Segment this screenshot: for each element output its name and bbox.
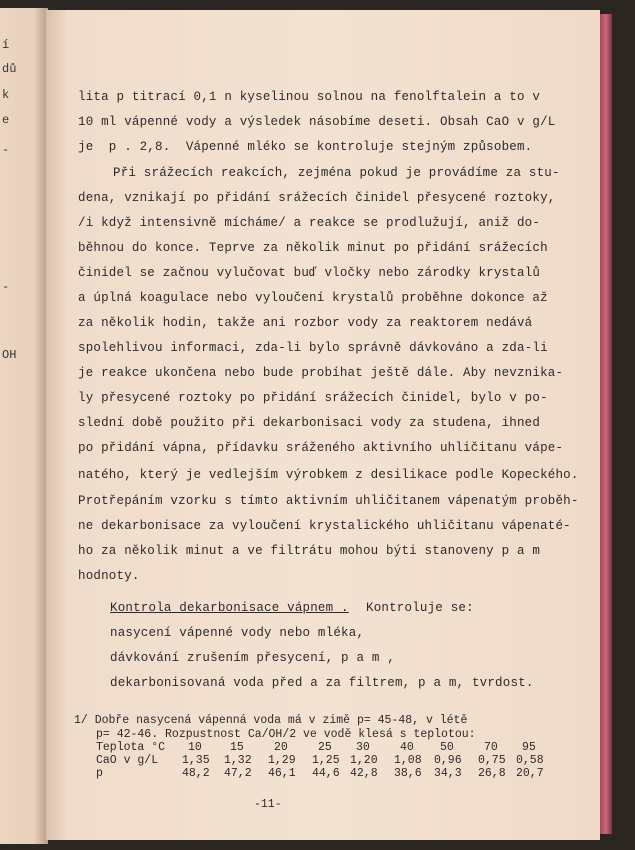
body-text-line: 10 ml vápenné vody a výsledek násobíme deseti. Obsah CaO v g/L [78, 115, 556, 129]
table-cell: 0,96 [434, 754, 462, 767]
body-text-line: hodnoty. [78, 569, 140, 583]
table-cell: 38,6 [394, 767, 422, 780]
table-row-label: p [96, 767, 103, 780]
section-item: dávkování zrušením přesycení, p a m , [110, 651, 395, 665]
section-heading-tail: Kontroluje se: [366, 601, 474, 615]
body-text-line: natého, který je vedlejším výrobkem z desilikace podle Kopeckého. [78, 468, 579, 482]
table-cell: 0,75 [478, 754, 506, 767]
previous-page-fragment: k [2, 88, 10, 102]
section-item: dekarbonisovaná voda před a za filtrem, p a m, tvrdost. [110, 676, 534, 690]
table-cell: 10 [188, 741, 202, 754]
section-item: nasycení vápenné vody nebo mléka, [110, 626, 365, 640]
body-text-line: ho za několik minut a ve filtrátu mohou býti stanoveny p a m [78, 544, 541, 558]
binding-strip [600, 14, 612, 834]
table-cell: 25 [318, 741, 332, 754]
body-text-line: je p . 2,8. Vápenné mléko se kontroluje stejným způsobem. [78, 140, 533, 154]
section-heading: Kontrola dekarbonisace vápnem . [110, 601, 349, 615]
body-text-line: slední době použito při dekarbonisaci vody za studena, ihned [78, 416, 541, 430]
table-cell: 20 [274, 741, 288, 754]
body-text-line: činidel se začnou vylučovat buď vločky nebo zárodky krystalů [78, 266, 541, 280]
table-cell: 44,6 [312, 767, 340, 780]
page-number: -11- [254, 798, 282, 811]
table-cell: 15 [230, 741, 244, 754]
table-cell: 1,25 [312, 754, 340, 767]
table-cell: 1,08 [394, 754, 422, 767]
table-cell: 1,20 [350, 754, 378, 767]
table-cell: 48,2 [182, 767, 210, 780]
table-cell: 70 [484, 741, 498, 754]
body-text-line: běhnou do konce. Teprve za několik minut po přidání srážecích [78, 241, 548, 255]
previous-page-fragment: e [2, 113, 10, 127]
table-cell: 47,2 [224, 767, 252, 780]
body-text-line: lita p titrací 0,1 n kyselinou solnou na fenolftalein a to v [78, 90, 541, 104]
table-cell: 34,3 [434, 767, 462, 780]
table-row-label: Teplota °C [96, 741, 166, 754]
table-cell: 1,35 [182, 754, 210, 767]
table-cell: 95 [522, 741, 536, 754]
body-text-line: po přidání vápna, přídavku sráženého aktivního uhličitanu vápe- [78, 441, 564, 455]
body-text-line: ne dekarbonisace za vyloučení krystalického uhličitanu vápenaté- [78, 519, 571, 533]
table-cell: 1,29 [268, 754, 296, 767]
table-cell: 26,8 [478, 767, 506, 780]
body-text-line: dena, vznikají po přidání srážecích činidel přesycené roztoky, [78, 191, 556, 205]
table-cell: 1,32 [224, 754, 252, 767]
table-cell: 42,8 [350, 767, 378, 780]
previous-page-fragment: - [2, 143, 10, 157]
previous-page-edge [0, 8, 48, 844]
document-page [46, 10, 600, 840]
table-cell: 50 [440, 741, 454, 754]
table-cell: 20,7 [516, 767, 544, 780]
body-text-line: ly přesycené roztoky po přidání srážecích činidel, bylo v po- [78, 391, 548, 405]
table-cell: 40 [400, 741, 414, 754]
footnote-line: 1/ Dobře nasycená vápenná voda má v zimě p= 45-48, v létě [74, 714, 468, 727]
previous-page-fragment: - [2, 280, 10, 294]
body-text-line: je reakce ukončena nebo bude probíhat ještě dále. Aby nevznika- [78, 366, 564, 380]
body-text-line: za několik hodin, takže ani rozbor vody za reaktorem nedává [78, 316, 533, 330]
table-cell: 30 [356, 741, 370, 754]
body-text-line: Při srážecích reakcích, zejména pokud je provádíme za stu- [113, 166, 560, 180]
table-cell: 0,58 [516, 754, 544, 767]
table-cell: 46,1 [268, 767, 296, 780]
footnote-line: p= 42-46. Rozpustnost Ca/OH/2 ve vodě klesá s teplotou: [96, 728, 476, 741]
previous-page-fragment: OH [2, 348, 17, 362]
body-text-line: Protřepáním vzorku s tímto aktivním uhličitanem vápenatým proběh- [78, 494, 579, 508]
previous-page-fragment: dů [2, 62, 17, 76]
body-text-line: /i když intensivně mícháme/ a reakce se prodlužují, aniž do- [78, 216, 541, 230]
previous-page-fragment: í [2, 38, 10, 52]
body-text-line: a úplná koagulace nebo vyloučení krystalů proběhne dokonce až [78, 291, 548, 305]
body-text-line: spolehlivou informaci, zda-li bylo správně dávkováno a zda-li [78, 341, 548, 355]
table-row-label: CaO v g/L [96, 754, 159, 767]
